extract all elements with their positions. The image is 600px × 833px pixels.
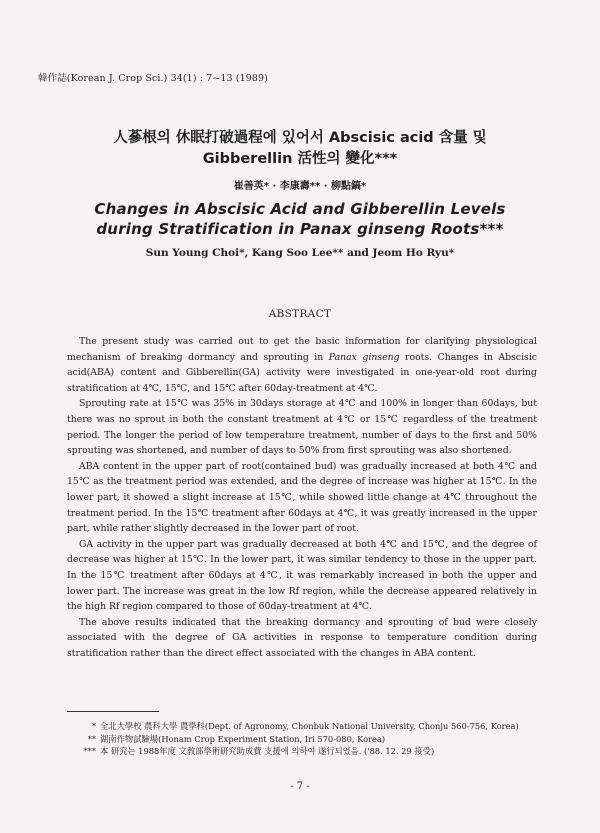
- abstract-body: [67, 334, 537, 661]
- footnote-1: [80, 720, 550, 733]
- footnotes: [80, 720, 550, 758]
- footnote-3-mark: ***: [83, 746, 96, 756]
- page-number: - 7 -: [290, 781, 310, 792]
- abstract-p1-text-b: roots. Changes in Abscisic acid(ABA) content and Gibberellin(GA) activity were investigated in one-year-old root during stratification at 4℃, 15℃, and 15℃ after 60day-treatment at 4℃.: [67, 351, 538, 394]
- english-title-line-2: [0, 219, 600, 239]
- footnote-2-mark: **: [87, 733, 96, 744]
- footnote-2-text: 湖南作物試驗場(Honam Crop Experiment Station, Iri 570-080, Korea): [100, 733, 386, 744]
- abstract-p1-species: Panax ginseng: [328, 351, 400, 363]
- footnote-1-text: 全北大學校 農科大學 農學科(Dept. of Agronomy, Chonbuk National University, Chonju 560-756, Korea): [100, 721, 519, 731]
- korean-title-line-1: 人蔘根의 休眠打破過程에 있어서 Abscisic acid 含量 및: [113, 130, 487, 146]
- korean-title: [0, 128, 600, 170]
- english-title-line-2-a: during Stratification in: [96, 220, 301, 238]
- korean-title-line-2: Gibberellin 活性의 變化***: [202, 151, 398, 167]
- abstract-paragraph-3: ABA content in the upper part of root(contained bud) was gradually increased at both 4℃ and 15℃ as the treatment period was extended, and the degree of increase was higher at 15℃. In the lower part, it showed a slight increase at 15℃, while showed little change at 4℃ throughout the treatment period. In the 15℃ treatment after 60days at 4℃, it was greatly increased in the upper part, while rather slightly decreased in the lower part of root.: [67, 460, 537, 535]
- korean-authors: 崔善英* · 李康壽** · 柳點鎬*: [233, 181, 367, 192]
- english-title-species: Panax ginseng: [300, 220, 426, 238]
- english-authors: Sun Young Choi*, Kang Soo Lee** and Jeom Ho Ryu*: [145, 247, 455, 259]
- footnote-rule: [67, 711, 159, 712]
- journal-citation: 韓作誌(Korean J. Crop Sci.) 34(1) : 7~13 (1989): [38, 73, 268, 84]
- abstract-heading: ABSTRACT: [268, 308, 332, 320]
- english-title: [0, 199, 600, 239]
- english-title-line-1: Changes in Abscisic Acid and Gibberellin Levels: [94, 200, 506, 218]
- abstract-paragraph-4: GA activity in the upper part was gradually decreased at both 4℃ and 15℃, and the degree of decrease was higher at 15℃. In the lower part, it was similar tendency to those in the upper part. In the 15℃ treatment after 60days at 4℃, it was remarkably increased in both the upper and lower part. The increase was great in the low Rf region, while the decrease appeared relatively in the high Rf region compared to those of 60day-treatment at 4℃.: [67, 538, 537, 613]
- footnote-3-text: 本 研究는 1988年度 文敎部學術研究助成費 支援에 의하여 遂行되었음. ('88. 12. 29 接受): [100, 746, 435, 756]
- footnote-3: [80, 745, 550, 758]
- footnote-1-mark: *: [91, 721, 96, 731]
- abstract-paragraph-2: Sprouting rate at 15℃ was 35% in 30days storage at 4℃ and 100% in longer than 60days, but there was no sprout in both the constant treatment at 4℃ or 15℃ regardless of the treatment period. The longer the period of low temperature treatment, number of days to the first and 50% sprouting was shortened, and number of days to 50% from first sprouting was also shortened.: [67, 398, 537, 457]
- footnote-2: [80, 733, 550, 746]
- abstract-p1-text-a: The present study was carried out to get the basic information for clarifying physiological mechanism of breaking dormancy and sprouting in: [67, 336, 537, 363]
- abstract-paragraph-5: The above results indicated that the breaking dormancy and sprouting of bud were closely associated with the degree of GA activities in response to temperature condition during stratification rather than the direct effect associated with the changes in ABA content.: [67, 616, 537, 659]
- english-title-line-2-c: Roots***: [425, 220, 504, 238]
- abstract-paragraph-1: [67, 334, 537, 396]
